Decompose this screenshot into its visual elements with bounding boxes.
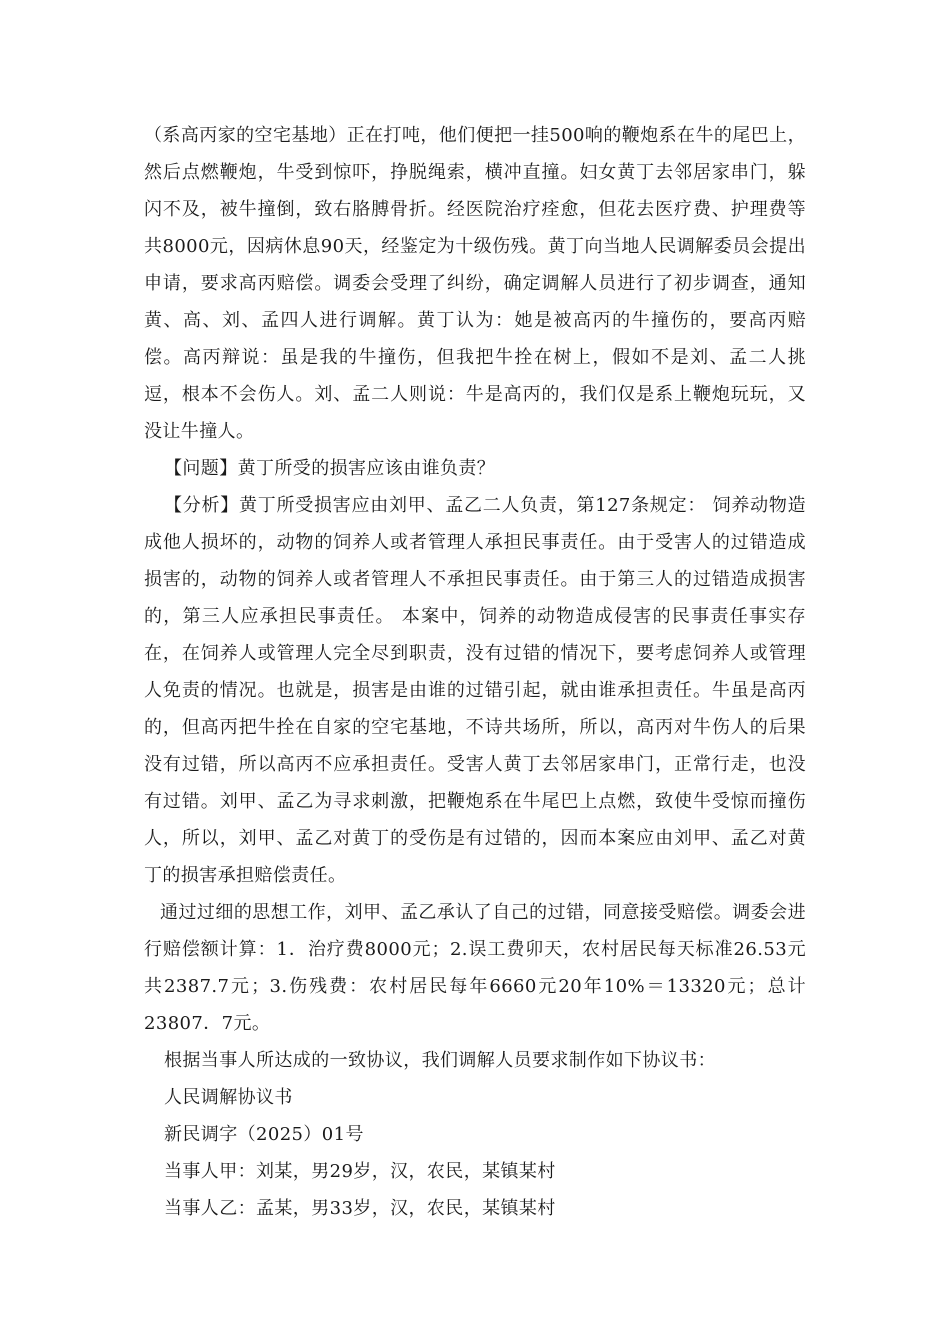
- agreement-number: 新民调字（2025）01号: [164, 1124, 364, 1145]
- document-body: [144, 117, 806, 1227]
- agreement-intro: 根据当事人所达成的一致协议，我们调解人员要求制作如下协议书：: [164, 1050, 716, 1071]
- party-a-line: 当事人甲：刘某，男29岁，汉，农民，某镇某村: [164, 1161, 556, 1182]
- party-b-line: 当事人乙：孟某，男33岁，汉，农民，某镇某村: [164, 1198, 556, 1219]
- agreement-title: 人民调解协议书: [164, 1087, 293, 1108]
- compensation-paragraph: 通过过细的思想工作，刘甲、孟乙承认了自己的过错，同意接受赔偿。调委会进行赔偿额计算：1．治疗费8000元；2.误工费卯天，农村居民每天标准26.53元共2387.7元；3.伤残费：农村居民每年6660元20年10%＝13320元；总计23807．7元。: [144, 902, 806, 1034]
- case-narrative-paragraph: （系高丙家的空宅基地）正在打吨，他们便把一挂500响的鞭炮系在牛的尾巴上，然后点燃鞭炮，牛受到惊吓，挣脱绳索，横冲直撞。妇女黄丁去邻居家串门，躲闪不及，被牛撞倒，致右胳膊骨折。经医院治疗痊愈，但花去医疗费、护理费等共8000元，因病休息90天，经鉴定为十级伤残。黄丁向当地人民调解委员会提出申请，要求高丙赔偿。调委会受理了纠纷，确定调解人员进行了初步调查，通知黄、高、刘、孟四人进行调解。黄丁认为：她是被高丙的牛撞伤的，要高丙赔偿。高丙辩说：虽是我的牛撞伤，但我把牛拴在树上，假如不是刘、孟二人挑逗，根本不会伤人。刘、孟二人则说：牛是高丙的，我们仅是系上鞭炮玩玩，又没让牛撞人。: [144, 125, 806, 442]
- analysis-paragraph: 【分析】黄丁所受损害应由刘甲、孟乙二人负责，第127条规定： 饲养动物造成他人损坏的，动物的饲养人或者管理人承担民事责任。由于受害人的过错造成损害的，动物的饲养人或者管理人不承担民事责任。由于第三人的过错造成损害的，第三人应承担民事责任。 本案中，饲养的动物造成侵害的民事责任事实存在，在饲养人或管理人完全尽到职责，没有过错的情况下，要考虑饲养人或管理人免责的情况。也就是，损害是由谁的过错引起，就由谁承担责任。牛虽是高丙的，但高丙把牛拴在自家的空宅基地，不诗共场所，所以，高丙对牛伤人的后果没有过错，所以高丙不应承担责任。受害人黄丁去邻居家串门，正常行走，也没有过错。刘甲、孟乙为寻求刺激，把鞭炮系在牛尾巴上点燃，致使牛受惊而撞伤人，所以，刘甲、孟乙对黄丁的受伤是有过错的，因而本案应由刘甲、孟乙对黄丁的损害承担赔偿责任。: [144, 495, 806, 886]
- question-paragraph: 【问题】黄丁所受的损害应该由谁负责？: [164, 458, 496, 479]
